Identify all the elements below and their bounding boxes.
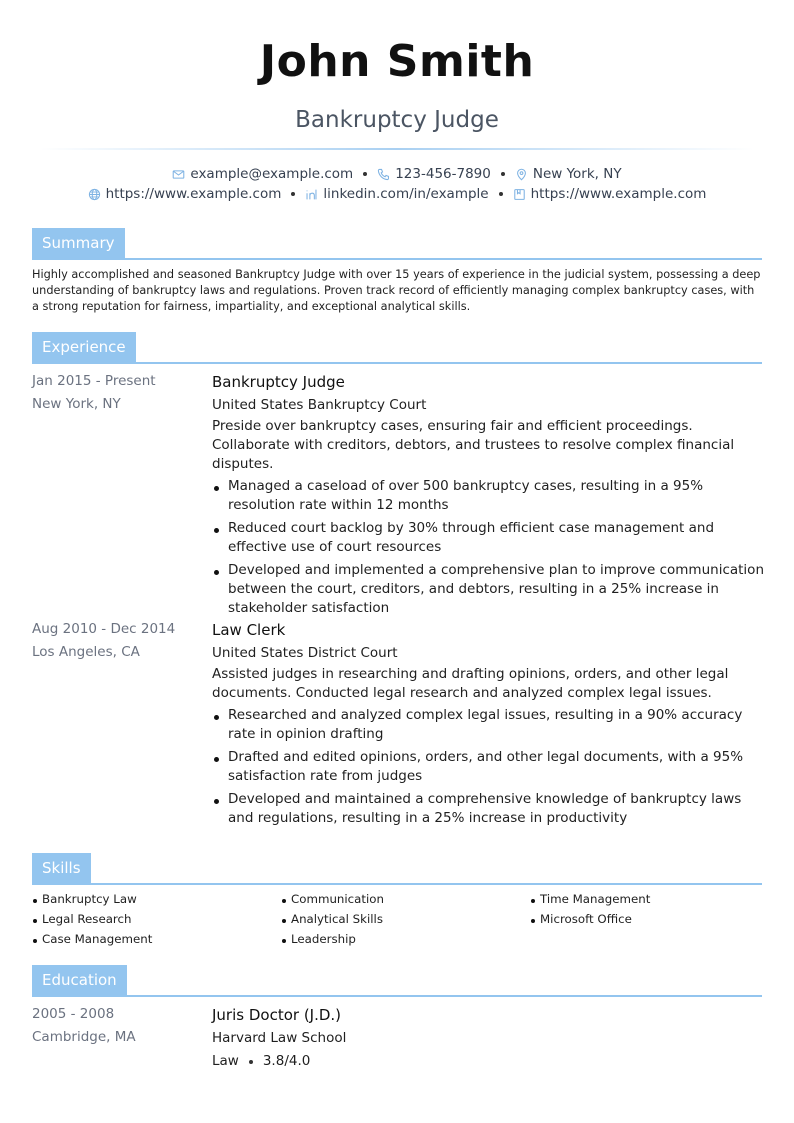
section-title-skills: Skills [32,853,91,883]
skill-item: Time Management [530,892,650,906]
experience-bullets [212,706,764,828]
skills-section-header [32,853,762,885]
separator-dot [499,192,503,196]
section-title-experience: Experience [32,332,136,362]
education-section-header [32,965,762,997]
education-body [212,1003,764,1073]
separator-dot [501,172,505,176]
job-title: Bankruptcy Judge [295,107,499,133]
experience-meta [32,618,202,664]
contact-email[interactable] [172,166,353,182]
map-pin-icon [515,168,528,181]
phone-text: 123-456-7890 [395,166,491,182]
experience-section-header [32,332,762,364]
skill-item: Analytical Skills [281,912,383,926]
education-school: Harvard Law School [212,1030,347,1046]
experience-bullet: Researched and analyzed complex legal issues, resulting in a 90% accuracy rate in opinion drafting [212,706,764,744]
experience-description: Preside over bankruptcy cases, ensuring fair and efficient proceedings. Collaborate with creditors, debtors, and trustees to resolve complex financial disputes. [212,418,735,472]
contact-location [515,166,622,182]
phone-icon [377,168,390,181]
skill-item: Legal Research [32,912,131,926]
separator-dot [291,192,295,196]
summary-section-header [32,228,762,260]
skill-item: Case Management [32,932,152,946]
title-divider [40,148,754,150]
linkedin-text: linkedin.com/in/example [323,186,489,202]
globe-icon [88,188,101,201]
experience-bullet: Reduced court backlog by 30% through efficient case management and effective use of court resources [212,519,764,557]
experience-bullet: Drafted and edited opinions, orders, and other legal documents, with a 95% satisfaction rate from judges [212,748,764,786]
education-details [212,1050,764,1073]
separator-dot [363,172,367,176]
education-degree: Juris Doctor (J.D.) [212,1006,342,1024]
candidate-name: John Smith [259,36,535,87]
education-location: Cambridge, MA [32,1029,136,1045]
section-rule [32,258,762,260]
experience-description: Assisted judges in researching and drafting opinions, orders, and other legal documents. Conducted legal research and analyzed complex legal issues. [212,666,729,701]
education-meta [32,1003,202,1049]
separator-dot [249,1060,253,1064]
location-text: New York, NY [532,166,622,182]
skill-item: Microsoft Office [530,912,632,926]
contact-linkedin[interactable] [305,186,488,202]
education-gpa: 3.8/4.0 [262,1053,311,1069]
experience-dates: Jan 2015 - Present [32,373,156,389]
contact-website[interactable] [88,186,282,202]
contact-row-secondary [0,186,794,202]
contact-phone[interactable] [377,166,491,182]
summary-text: Highly accomplished and seasoned Bankruptcy Judge with over 15 years of experience in the judicial system, possessing a deep understanding of bankruptcy laws and regulations. Proven track record of efficiently managing complex bankruptcy cases, with a strong reputation for fairness, impartiality, and exceptional analytical skills. [32,268,761,314]
education-field: Law [212,1053,239,1069]
section-rule [32,995,762,997]
email-text: example@example.com [190,166,354,182]
skill-item: Communication [281,892,384,906]
linkedin-icon [305,188,318,201]
experience-location: New York, NY [32,396,121,412]
skill-item: Bankruptcy Law [32,892,137,906]
experience-organization: United States District Court [212,645,398,661]
section-title-summary: Summary [32,228,125,258]
portfolio-text: https://www.example.com [530,186,707,202]
experience-role: Law Clerk [212,621,286,639]
experience-bullet: Developed and implemented a comprehensive plan to improve communication between the court, creditors, and debtors, resulting in a 25% increase in stakeholder satisfaction [212,561,764,618]
experience-role: Bankruptcy Judge [212,373,345,391]
experience-bullet: Developed and maintained a comprehensive knowledge of bankruptcy laws and regulations, resulting in a 25% increase in productivity [212,790,764,828]
experience-meta [32,370,202,416]
website-text: https://www.example.com [105,186,282,202]
experience-bullet: Managed a caseload of over 500 bankruptcy cases, resulting in a 95% resolution rate within 12 months [212,477,764,515]
experience-organization: United States Bankruptcy Court [212,397,427,413]
section-rule [32,883,762,885]
skill-item: Leadership [281,932,356,946]
experience-bullets [212,477,764,618]
section-rule [32,362,762,364]
bookmark-icon [513,188,526,201]
experience-dates: Aug 2010 - Dec 2014 [32,621,176,637]
contact-portfolio[interactable] [513,186,707,202]
section-title-education: Education [32,965,127,995]
contact-row-primary [0,166,794,182]
experience-location: Los Angeles, CA [32,644,140,660]
experience-body [212,618,764,832]
education-dates: 2005 - 2008 [32,1006,115,1022]
mail-icon [172,168,185,181]
experience-body [212,370,764,622]
